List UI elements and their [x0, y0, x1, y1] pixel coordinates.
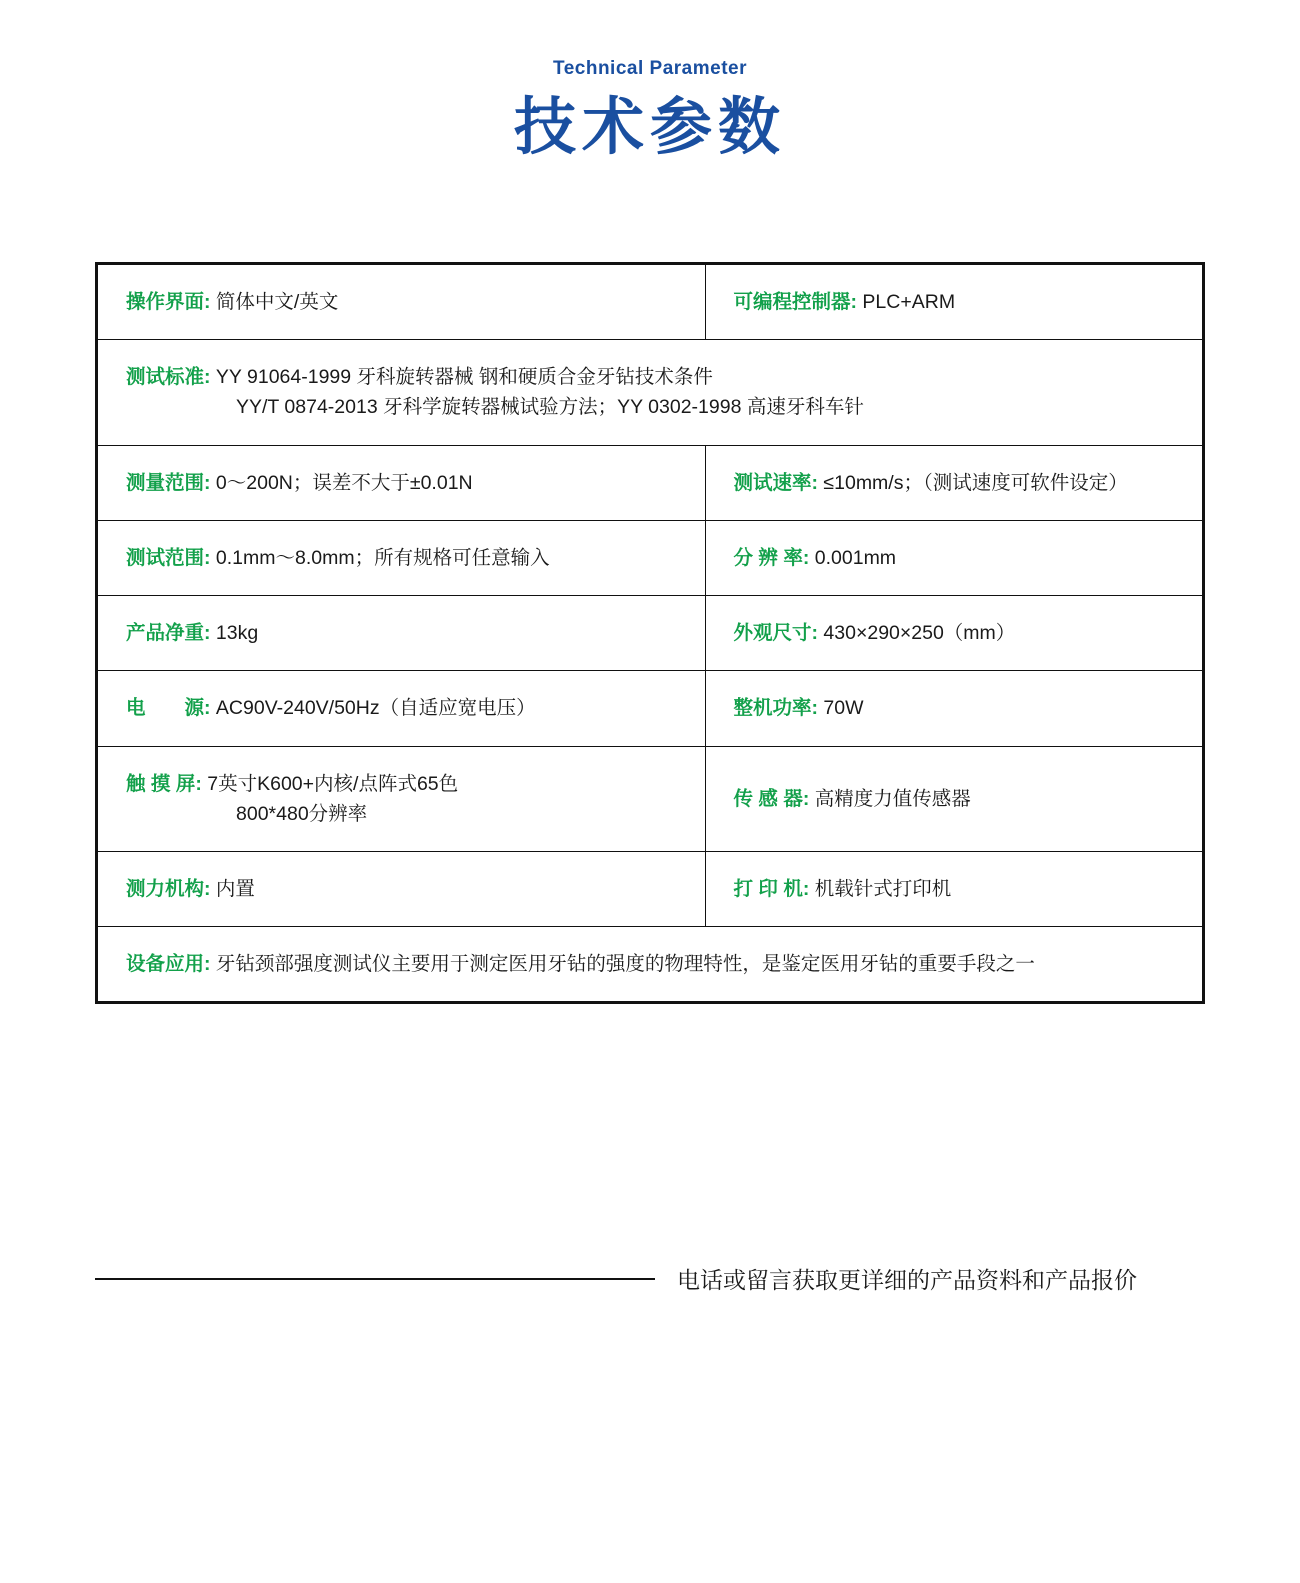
- spec-value: 牙钻颈部强度测试仪主要用于测定医用牙钻的强度的物理特性，是鉴定医用牙钻的重要手段之一: [215, 953, 1035, 976]
- spec-cell-force-mechanism: [98, 851, 706, 926]
- spec-label: 测力机构:: [126, 877, 211, 900]
- spec-value: 简体中文/英文: [215, 291, 339, 313]
- spec-label: 可编程控制器:: [733, 291, 857, 313]
- spec-value: PLC+ARM: [862, 291, 956, 313]
- spec-table-container: [95, 262, 1205, 1004]
- spec-label: 电 源:: [126, 697, 211, 720]
- spec-cell-measuring-range: [98, 445, 706, 520]
- spec-label: 设备应用:: [126, 953, 211, 976]
- table-row: [98, 746, 1203, 851]
- spec-cell-dimensions: [705, 596, 1203, 671]
- spec-label: 传 感 器:: [733, 787, 810, 810]
- spec-value: 13kg: [215, 622, 259, 645]
- spec-value-line-1: YY 91064-1999 牙科旋转器械 钢和硬质合金牙钻技术条件: [215, 366, 713, 389]
- spec-value: 0.1mm～8.0mm；所有规格可任意输入: [215, 546, 550, 569]
- page-header: [0, 0, 1300, 162]
- page-title-chinese: 技术参数: [513, 93, 786, 162]
- spec-cell-power-supply: [98, 671, 706, 746]
- footer-divider: [95, 1278, 655, 1280]
- spec-value: 430×290×250（mm）: [823, 622, 1016, 645]
- spec-value: ≤10mm/s；（测试速度可软件设定）: [823, 471, 1128, 494]
- spec-label: 测试速率:: [733, 471, 818, 494]
- table-row: [98, 671, 1203, 746]
- spec-value: 高精度力值传感器: [814, 787, 971, 810]
- spec-value: 机载针式打印机: [814, 877, 952, 900]
- spec-table: [97, 264, 1203, 1002]
- table-row: [98, 927, 1203, 1002]
- spec-cell-printer: [705, 851, 1203, 926]
- spec-value-line-2: 800*480分辨率: [236, 802, 368, 825]
- spec-cell-operation-interface: [98, 265, 706, 340]
- table-row: [98, 265, 1203, 340]
- spec-label: 分 辨 率:: [733, 546, 810, 569]
- page-footer: [95, 1262, 1205, 1295]
- spec-cell-net-weight: [98, 596, 706, 671]
- spec-label: 测试范围:: [126, 546, 211, 569]
- spec-value-line-2: YY/T 0874-2013 牙科学旋转器械试验方法；YY 0302-1998 高速牙科车针: [236, 396, 864, 419]
- spec-cell-plc-controller: [705, 265, 1203, 340]
- spec-cell-total-power: [705, 671, 1203, 746]
- spec-cell-sensor: [705, 746, 1203, 851]
- spec-value: AC90V-240V/50Hz（自适应宽电压）: [215, 697, 536, 720]
- spec-cell-resolution: [705, 520, 1203, 595]
- spec-label: 触 摸 屏:: [126, 772, 202, 795]
- spec-label: 产品净重:: [126, 622, 211, 645]
- spec-label: 整机功率:: [733, 697, 818, 720]
- footer-note: 电话或留言获取更详细的产品资料和产品报价: [677, 1267, 1137, 1293]
- spec-cell-test-speed: [705, 445, 1203, 520]
- spec-cell-test-standard: [98, 340, 1203, 445]
- spec-value: 0.001mm: [814, 546, 897, 569]
- spec-value: 70W: [823, 697, 864, 720]
- page-title-english: Technical Parameter: [553, 58, 747, 79]
- table-row: [98, 520, 1203, 595]
- spec-value: 内置: [215, 877, 255, 900]
- spec-label: 测量范围:: [126, 471, 211, 494]
- table-row: [98, 596, 1203, 671]
- spec-label: 测试标准:: [126, 366, 211, 389]
- spec-label: 操作界面:: [126, 291, 211, 313]
- spec-cell-touch-screen: [98, 746, 706, 851]
- spec-cell-test-range: [98, 520, 706, 595]
- spec-value-line-1: 7英寸K600+内核/点阵式65色: [207, 772, 459, 795]
- spec-label: 打 印 机:: [733, 877, 810, 900]
- spec-label: 外观尺寸:: [733, 622, 818, 645]
- spec-cell-application: [98, 927, 1203, 1002]
- spec-value: 0～200N；误差不大于±0.01N: [215, 471, 473, 494]
- table-row: [98, 340, 1203, 445]
- table-row: [98, 445, 1203, 520]
- table-row: [98, 851, 1203, 926]
